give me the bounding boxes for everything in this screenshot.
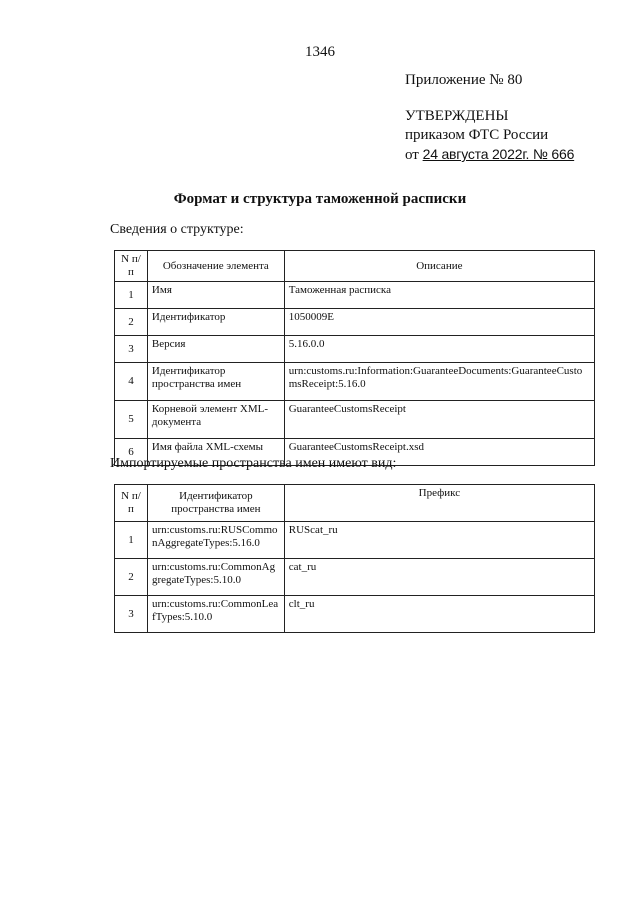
page-number: 1346 xyxy=(305,44,335,60)
table-row xyxy=(115,522,595,559)
table-row xyxy=(115,363,595,401)
column-header-num: N п/п xyxy=(115,485,148,522)
row-name: Имя файла XML-схемы xyxy=(147,439,284,466)
order-date-prefix: от xyxy=(405,147,419,163)
table-row xyxy=(115,559,595,596)
row-num: 2 xyxy=(115,309,148,336)
row-num: 1 xyxy=(115,522,148,559)
approved-heading: УТВЕРЖДЕНЫ xyxy=(405,108,509,124)
row-num: 1 xyxy=(115,282,148,309)
row-name: Идентификатор xyxy=(147,309,284,336)
column-header-name: Обозначение элемента xyxy=(147,251,284,282)
row-num: 6 xyxy=(115,439,148,466)
column-header-num: N п/п xyxy=(115,251,148,282)
table-row xyxy=(115,596,595,633)
order-date-line xyxy=(405,145,574,165)
row-description: GuaranteeCustomsReceipt.xsd xyxy=(284,439,594,466)
approval-block xyxy=(405,107,574,165)
structure-label: Сведения о структуре: xyxy=(110,222,244,237)
row-description: Таможенная расписка xyxy=(284,282,594,309)
row-name: Корневой элемент XML-документа xyxy=(147,401,284,439)
namespaces-label: Импортируемые пространства имен имеют вид: xyxy=(110,456,397,471)
row-id: urn:customs.ru:CommonAggregateTypes:5.10.0 xyxy=(147,559,284,596)
table-row xyxy=(115,401,595,439)
row-description: 5.16.0.0 xyxy=(284,336,594,363)
row-num: 3 xyxy=(115,336,148,363)
order-date: 24 августа 2022г. № 666 xyxy=(422,146,575,162)
structure-table xyxy=(114,250,595,466)
column-header-prefix: Префикс xyxy=(284,485,594,522)
row-name: Идентификатор пространства имен xyxy=(147,363,284,401)
row-name: Версия xyxy=(147,336,284,363)
row-num: 2 xyxy=(115,559,148,596)
row-num: 4 xyxy=(115,363,148,401)
table-row xyxy=(115,309,595,336)
row-id: urn:customs.ru:CommonLeafTypes:5.10.0 xyxy=(147,596,284,633)
row-prefix: clt_ru xyxy=(284,596,594,633)
row-description: GuaranteeCustomsReceipt xyxy=(284,401,594,439)
row-prefix: cat_ru xyxy=(284,559,594,596)
namespaces-table xyxy=(114,484,595,633)
row-id: urn:customs.ru:RUSCommonAggregateTypes:5.16.0 xyxy=(147,522,284,559)
table-header-row xyxy=(115,251,595,282)
order-issuer: приказом ФТС России xyxy=(405,127,549,143)
row-description: urn:customs.ru:Information:GuaranteeDocuments:GuaranteeCustomsReceipt:5.16.0 xyxy=(284,363,594,401)
row-num: 3 xyxy=(115,596,148,633)
row-name: Имя xyxy=(147,282,284,309)
row-description: 1050009E xyxy=(284,309,594,336)
table-header-row xyxy=(115,485,595,522)
document-title: Формат и структура таможенной расписки xyxy=(173,191,467,207)
table-row xyxy=(115,282,595,309)
column-header-id: Идентификатор пространства имен xyxy=(147,485,284,522)
column-header-description: Описание xyxy=(284,251,594,282)
appendix-label: Приложение № 80 xyxy=(405,72,523,88)
row-num: 5 xyxy=(115,401,148,439)
table-row xyxy=(115,336,595,363)
row-prefix: RUScat_ru xyxy=(284,522,594,559)
